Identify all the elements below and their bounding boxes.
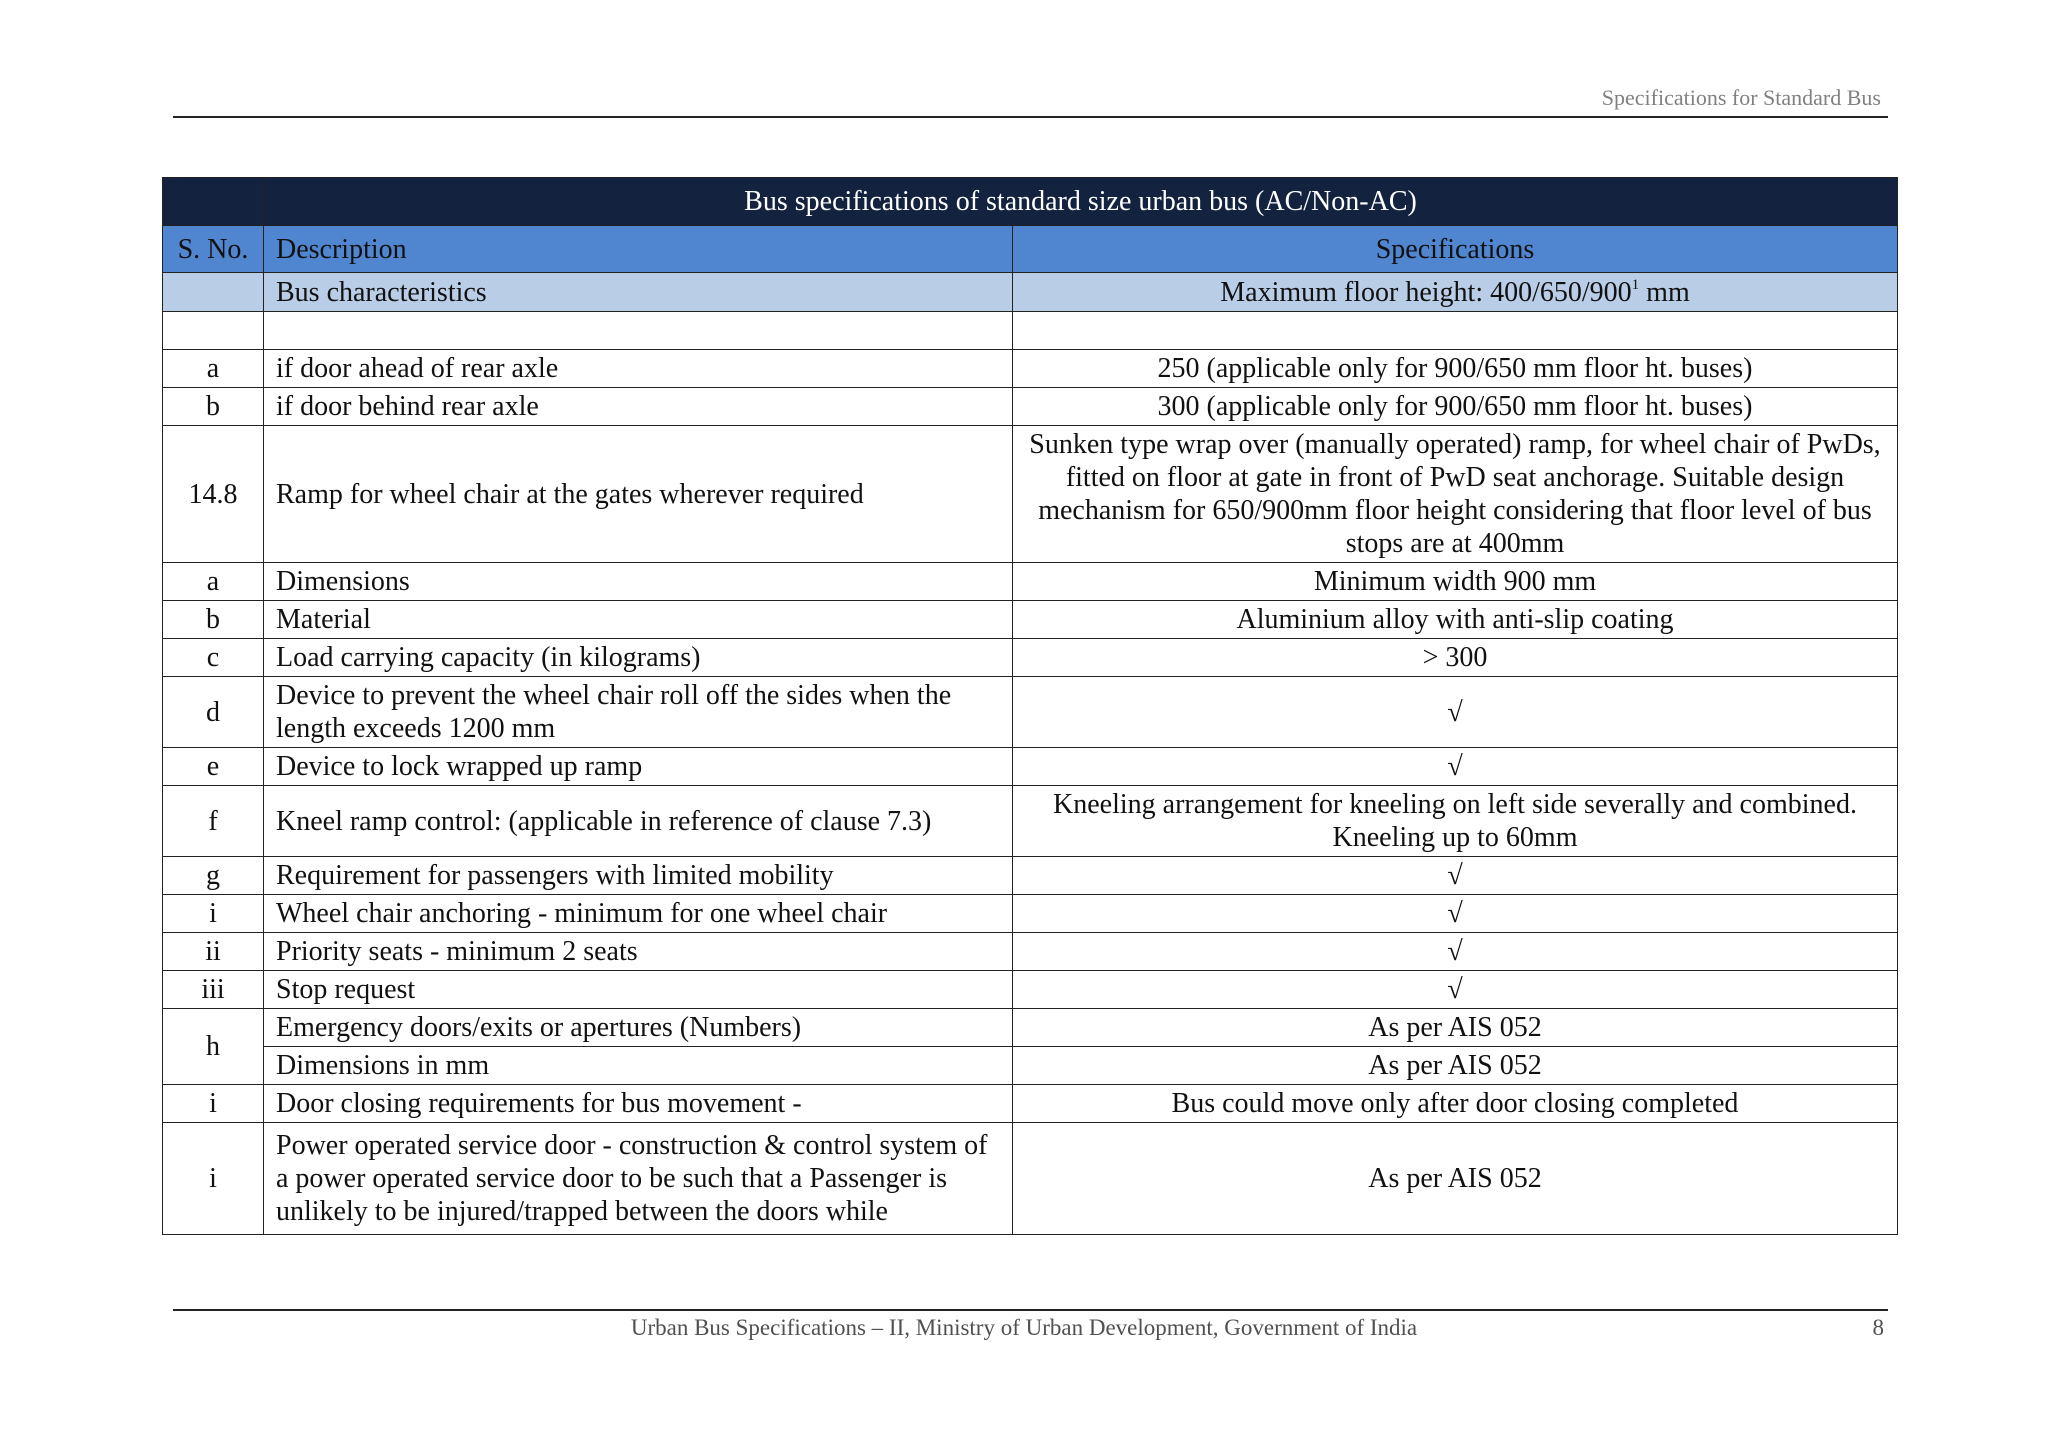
row-description: Material [264, 601, 1013, 639]
table-row [163, 639, 1898, 677]
section-row [163, 273, 1898, 312]
running-header: Specifications for Standard Bus [1601, 85, 1881, 110]
specifications-table [162, 177, 1898, 1235]
section-spec-unit: mm [1639, 276, 1690, 308]
row-spec: > 300 [1013, 639, 1898, 677]
row-description: Door closing requirements for bus movement - [264, 1085, 1013, 1123]
row-description: Device to lock wrapped up ramp [264, 748, 1013, 786]
row-sno: d [163, 677, 264, 748]
table-row [163, 350, 1898, 388]
row-description: Dimensions [264, 563, 1013, 601]
row-spec: Minimum width 900 mm [1013, 563, 1898, 601]
page-number: 8 [1872, 1315, 1884, 1340]
section-spec [1013, 273, 1898, 312]
section-description: Bus characteristics [264, 273, 1013, 312]
table-row [163, 786, 1898, 857]
row-sno: i [163, 895, 264, 933]
row-spec: As per AIS 052 [1013, 1047, 1898, 1085]
table-row [163, 971, 1898, 1009]
row-sno: iii [163, 971, 264, 1009]
row-sno: 14.8 [163, 426, 264, 563]
table-row [163, 677, 1898, 748]
row-description: Power operated service door - construction & control system of a power operated service door to be such that a Passenger is unlikely to be injured/trapped between the doors while [264, 1123, 1013, 1235]
table-row [163, 748, 1898, 786]
row-spec: As per AIS 052 [1013, 1123, 1898, 1235]
row-sno: ii [163, 933, 264, 971]
section-sno [163, 273, 264, 312]
row-description: Ramp for wheel chair at the gates wherever required [264, 426, 1013, 563]
row-description: Device to prevent the wheel chair roll off the sides when the length exceeds 1200 mm [264, 677, 1013, 748]
check-mark: √ [1013, 895, 1898, 933]
row-spec: 250 (applicable only for 900/650 mm floor ht. buses) [1013, 350, 1898, 388]
footer-rule [173, 1309, 1888, 1311]
table-row [163, 1047, 1898, 1085]
table-row [163, 1123, 1898, 1235]
row-description: Stop request [264, 971, 1013, 1009]
row-sno: a [163, 350, 264, 388]
row-sno: e [163, 748, 264, 786]
row-sno: f [163, 786, 264, 857]
table-row [163, 388, 1898, 426]
row-sno: i [163, 1123, 264, 1235]
row-description: Wheel chair anchoring - minimum for one wheel chair [264, 895, 1013, 933]
table-row [163, 895, 1898, 933]
col-header-sno: S. No. [163, 226, 264, 273]
footnote-marker: 1 [1631, 276, 1640, 293]
row-sno: i [163, 1085, 264, 1123]
row-sno: a [163, 563, 264, 601]
check-mark: √ [1013, 857, 1898, 895]
title-blank-cell [163, 178, 264, 226]
row-sno: b [163, 388, 264, 426]
table-row [163, 426, 1898, 563]
table-title: Bus specifications of standard size urban bus (AC/Non-AC) [264, 178, 1898, 226]
table-row [163, 601, 1898, 639]
table-row [163, 1009, 1898, 1047]
header-rule [173, 116, 1888, 118]
check-mark: √ [1013, 971, 1898, 1009]
row-description: if door ahead of rear axle [264, 350, 1013, 388]
row-description: Kneel ramp control: (applicable in reference of clause 7.3) [264, 786, 1013, 857]
row-sno: c [163, 639, 264, 677]
row-sno [163, 312, 264, 350]
row-spec: Aluminium alloy with anti-slip coating [1013, 601, 1898, 639]
check-mark: √ [1013, 748, 1898, 786]
table-row [163, 1085, 1898, 1123]
row-description: Dimensions in mm [264, 1047, 1013, 1085]
row-description: Priority seats - minimum 2 seats [264, 933, 1013, 971]
table-row [163, 933, 1898, 971]
row-spec: As per AIS 052 [1013, 1009, 1898, 1047]
col-header-specifications: Specifications [1013, 226, 1898, 273]
row-description: Emergency doors/exits or apertures (Numbers) [264, 1009, 1013, 1047]
check-mark: √ [1013, 933, 1898, 971]
table-row [163, 563, 1898, 601]
row-description: if door behind rear axle [264, 388, 1013, 426]
table-title-row [163, 178, 1898, 226]
row-spec: Kneeling arrangement for kneeling on left side severally and combined. Kneeling up to 60mm [1013, 786, 1898, 857]
row-sno: b [163, 601, 264, 639]
running-footer: Urban Bus Specifications – II, Ministry of Urban Development, Government of India [630, 1315, 1418, 1340]
row-spec [1013, 312, 1898, 350]
row-spec: 300 (applicable only for 900/650 mm floor ht. buses) [1013, 388, 1898, 426]
row-sno: g [163, 857, 264, 895]
row-description [264, 312, 1013, 350]
col-header-description: Description [264, 226, 1013, 273]
table-row [163, 857, 1898, 895]
row-spec: Sunken type wrap over (manually operated) ramp, for wheel chair of PwDs, fitted on floor at gate in front of PwD seat anchorage. Suitable design mechanism for 650/900mm floor height considering that floor level of bus stops are at 400mm [1013, 426, 1898, 563]
table-row [163, 312, 1898, 350]
column-header-row [163, 226, 1898, 273]
row-description: Requirement for passengers with limited mobility [264, 857, 1013, 895]
row-sno: h [163, 1009, 264, 1085]
section-spec-main: Maximum floor height: 400/650/900 [1220, 276, 1632, 308]
check-mark: √ [1013, 677, 1898, 748]
row-spec: Bus could move only after door closing completed [1013, 1085, 1898, 1123]
row-description: Load carrying capacity (in kilograms) [264, 639, 1013, 677]
